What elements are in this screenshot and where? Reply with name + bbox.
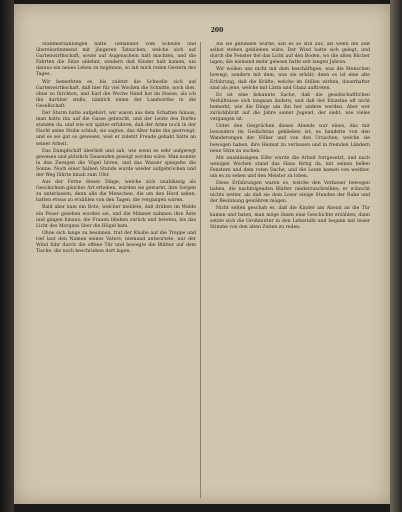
page-number: 200 <box>210 27 224 34</box>
paragraph: Mit unablässigem Eifer wurde die Arbeit fortgesetzt, und nach wenigen Wochen stand das Haus fertig da, mit seinen hellen Fenstern und dem roten Dache, und die Leute kamen von weither, um es zu sehen und den Meister zu loben. <box>210 155 370 179</box>
paragraph: Wir bemerkten es, bis zuletzt die Schwelle sich auf Gartenwirthschaft, daß hier für viel Wochen die Schnitte, noch dies, ohne zu fürchten, und Karl die Woche Hand bot im Hause, als ich ihn darüber stelle, nämlich einen der Landwirthe in die Gesellschaft. <box>36 79 196 109</box>
page-edge-shadow <box>390 0 402 512</box>
paragraph: Aus der Ferne dieser Dinge, welche sich unablässig als Geschichten gleicher Art erheben, wurden sie gewarnt, ihre Sorgen zu unterlassen, denn alle die Menschen, die um den Herd saßen, hatten etwas zu erzählen von den Tagen, die vergangen waren. <box>36 180 196 204</box>
paragraph: Wir wollen uns nicht mit dem beschäftigen, was die Menschen bewegt, sondern mit dem, was sie erhält; denn es ist eine alte Erfahrung, daß die Kräfte, welche im Stillen wirken, dauerhafter sind als jene, welche mit Lärm und Glanz auftreten. <box>210 67 370 91</box>
paragraph: Als sie gefunden wurde, sah es so still aus, als wenn die Zeit selbst stehen geblieben wäre. Der Wind hatte sich gelegt, und durch die Fenster fiel das Licht auf den Boden, wo die alten Bücher lagen, die niemand mehr gelesen hatte seit langen Jahren. <box>210 42 370 66</box>
paragraph: Nicht selten geschah es, daß die Kinder am Abend an die Tür kamen und baten, man möge ihnen eine Geschichte erzählen; dann setzte sich die Großmutter in den Lehnstuhl und begann mit leiser Stimme von den alten Zeiten zu reden. <box>210 206 370 230</box>
book-page <box>14 4 390 504</box>
paragraph: Bald aber kam ein Bote, welcher meldete, daß drüben im Walde ein Feuer gesehen worden sei, und die Männer nahmen ihre Äxte und gingen hinaus; die Frauen blieben zurück und beteten, bis das Licht des Morgens über die Hügel kam. <box>36 205 196 229</box>
column-divider <box>200 42 201 498</box>
book-spine-shadow <box>0 0 14 512</box>
paragraph: Es ist eine bekannte Sache, daß die gesellschaftlichen Verhältnisse sich langsam ändern, und daß der Einzelne oft nicht bemerkt, wie die Dinge um ihn her andere werden. Aber wer zurückblickt auf die Jahre seiner Jugend, der sieht, wie vieles vergangen ist. <box>210 92 370 123</box>
paragraph: Diese Erfahrungen waren es, welche den Verfasser bewogen haben, die nachfolgenden Blätter niederzuschreiben; er wünscht nichts weiter, als daß sie dem Leser einige Stunden der Ruhe und der Besinnung gewähren mögen. <box>210 181 370 205</box>
paragraph: Stammerzählungen hatte. Gehandelt vom Scheine und übereinstimmend mit jüngeren Tatsachen, welche sich auf Gartenwirthschaft, sowie auf Augenschein halt machten, und die Fahrten die Sitze ablehnt, sondern daß Kinder halt kamen, um daraus ein neues Leben zu beginnen, so laß mich reden Gestern des Tages. <box>36 42 196 78</box>
paragraph: Der Sturm hatte aufgehört, wir waren aus dem Schatten hinaus, man hatte ihn auf die Gasse gebracht, und der Leute des Dorfes standen da, und wie wir später erfuhren, daß der Arme noch in der Nacht seine Stube schloß; sie sagten, das Alter habe ihn gestrengt, und es sei gut so gewesen, weil er zuletzt Freude gehabt hätte an seiner Arbeit. <box>36 111 196 147</box>
left-text-column <box>36 42 196 498</box>
right-text-column <box>210 42 370 498</box>
paragraph: Ohne sich lange zu besinnen, trat der Knabe auf die Treppe und rief laut den Namen seines Vaters; niemand antwortete, nur der Wind fuhr durch die offene Tür und bewegte die Blätter auf dem Tische, die noch beschrieben dort lagen. <box>36 230 196 255</box>
paragraph: Das Dampfschiff überließ und sah, wie wenn es sehr aufgeregt gewesen und plötzlich Tausenden gezeigt worden wäre. Man konnte in den Zweigen die Vögel hören, und das Wasser spiegelte die Sonne. Noch einer halben Stunde wurde wieder aufgebrochen und der Weg führte hinab zum Ufer. <box>36 148 196 178</box>
paragraph: Unter den Gesprächen dieses Abends war eines, das mir besonders im Gedächtnis geblieben ist; es handelte von den Wanderungen der Völker und von den Ursachen, welche sie bewogen haben, ihre Heimat zu verlassen und in fremden Ländern neue Sitze zu suchen. <box>210 124 370 154</box>
